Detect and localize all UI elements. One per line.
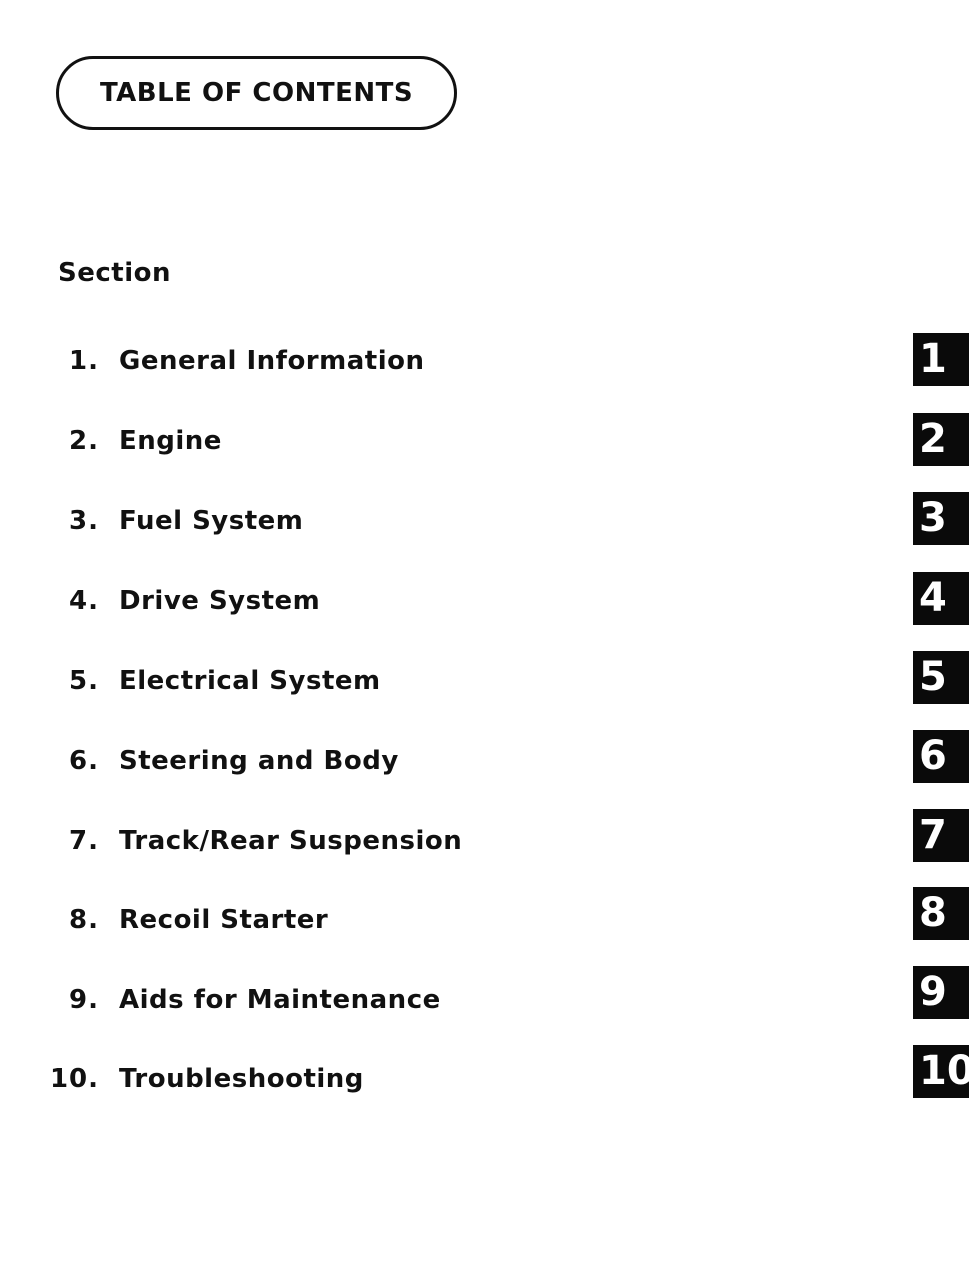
toc-entry-troubleshooting[interactable] — [0, 1048, 975, 1112]
section-tab[interactable]: 1 — [913, 333, 969, 386]
section-heading: Section — [58, 258, 171, 288]
toc-entry-number: 7. — [69, 826, 99, 856]
toc-entry-number: 2. — [69, 426, 99, 456]
toc-entry-engine[interactable] — [0, 418, 969, 474]
toc-entry-title[interactable]: Electrical System — [119, 666, 381, 696]
toc-entry-steering-and-body[interactable] — [0, 733, 969, 794]
toc-entry-general-information[interactable] — [0, 338, 969, 394]
toc-entry-title[interactable]: General Information — [119, 346, 425, 376]
toc-entry-number: 3. — [69, 506, 99, 536]
toc-entry-title[interactable]: Aids for Maintenance — [119, 985, 441, 1015]
section-tab[interactable]: 2 — [913, 413, 969, 466]
section-tab[interactable]: 6 — [913, 730, 969, 783]
toc-entry-aids-for-maintenance[interactable] — [0, 969, 969, 1033]
toc-entry-number: 4. — [69, 586, 99, 616]
toc-entry-number: 5. — [69, 666, 99, 696]
section-tab[interactable]: 3 — [913, 492, 969, 545]
toc-entry-number: 9. — [69, 985, 99, 1015]
toc-entry-recoil-starter[interactable] — [0, 890, 969, 953]
toc-entry-title[interactable]: Fuel System — [119, 506, 304, 536]
toc-entry-title[interactable]: Steering and Body — [119, 746, 399, 776]
toc-entry-title[interactable]: Recoil Starter — [119, 905, 329, 935]
page-title: TABLE OF CONTENTS — [99, 78, 414, 108]
toc-entry-number: 10. — [49, 1064, 99, 1094]
section-tab[interactable]: 9 — [913, 966, 969, 1019]
toc-entry-drive-system[interactable] — [0, 575, 969, 634]
toc-entry-number: 1. — [69, 346, 99, 376]
toc-entry-number: 6. — [69, 746, 99, 776]
toc-entry-title[interactable]: Engine — [119, 426, 222, 456]
toc-entry-track-rear-suspension[interactable] — [0, 812, 969, 874]
section-tab[interactable]: 5 — [913, 651, 969, 704]
toc-entry-fuel-system[interactable] — [0, 495, 969, 554]
toc-entry-number: 8. — [69, 905, 99, 935]
toc-entry-electrical-system[interactable] — [0, 654, 969, 714]
toc-entry-title[interactable]: Troubleshooting — [119, 1064, 364, 1094]
section-tab[interactable]: 8 — [913, 887, 969, 940]
section-tab[interactable]: 4 — [913, 572, 969, 625]
toc-entry-title[interactable]: Drive System — [119, 586, 321, 616]
toc-entry-title[interactable]: Track/Rear Suspension — [119, 826, 463, 856]
section-tab[interactable]: 7 — [913, 809, 969, 862]
section-tab[interactable]: 10 — [913, 1045, 969, 1098]
